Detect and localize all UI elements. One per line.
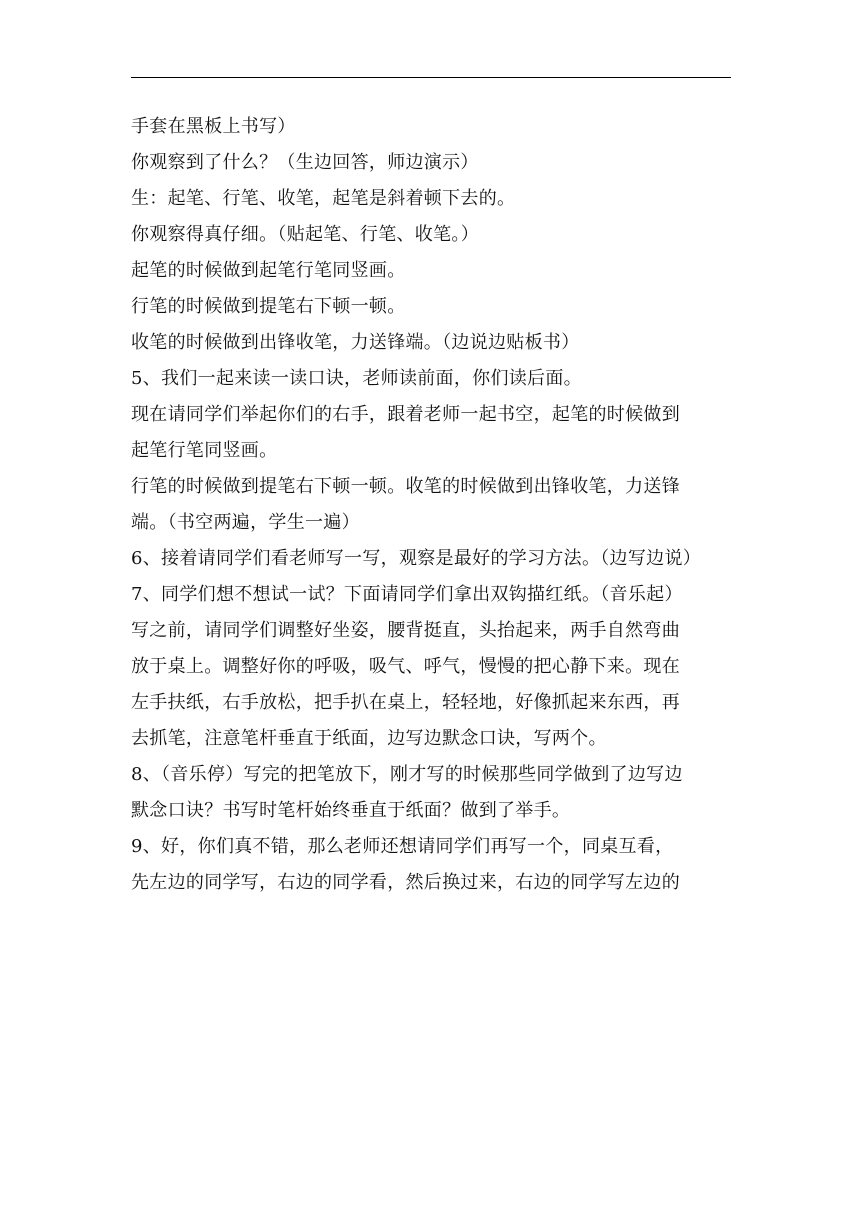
text-line: 默念口诀？书写时笔杆始终垂直于纸面？做到了举手。 [131, 800, 571, 821]
text-line: 5、我们一起来读一读口诀，老师读前面，你们读后面。 [131, 368, 582, 389]
text-line: 6、接着请同学们看老师写一写，观察是最好的学习方法。（边写边说） [131, 548, 702, 569]
text-line: 9、好，你们真不错，那么老师还想请同学们再写一个，同桌互看， [131, 836, 674, 857]
text-line: 生：起笔、行笔、收笔，起笔是斜着顿下去的。 [131, 188, 516, 209]
text-line: 行笔的时候做到提笔右下顿一顿。 [131, 296, 406, 317]
text-line: 你观察得真仔细。（贴起笔、行笔、收笔。） [131, 224, 479, 245]
document-body [131, 109, 731, 901]
header-rule [131, 77, 731, 78]
text-line: 左手扶纸，右手放松，把手扒在桌上，轻轻地，好像抓起来东西，再 [131, 692, 680, 713]
text-line: 8、（音乐停）写完的把笔放下，刚才写的时候那些同学做到了边写边 [131, 764, 683, 785]
text-line: 先左边的同学写，右边的同学看，然后换过来，右边的同学写左边的 [131, 872, 680, 893]
text-line: 手套在黑板上书写） [131, 116, 296, 137]
text-line: 你观察到了什么？（生边回答，师边演示） [131, 152, 479, 173]
text-line: 起笔的时候做到起笔行笔同竖画。 [131, 260, 406, 281]
text-line: 收笔的时候做到出锋收笔，力送锋端。（边说边贴板书） [131, 332, 580, 353]
text-line: 现在请同学们举起你们的右手，跟着老师一起书空，起笔的时候做到 [131, 404, 680, 425]
text-line: 端。（书空两遍，学生一遍） [131, 512, 360, 533]
text-line: 行笔的时候做到提笔右下顿一顿。收笔的时候做到出锋收笔，力送锋 [131, 476, 680, 497]
text-line: 写之前，请同学们调整好坐姿，腰背挺直，头抬起来，两手自然弯曲 [131, 620, 680, 641]
text-line: 去抓笔，注意笔杆垂直于纸面，边写边默念口诀，写两个。 [131, 728, 607, 749]
text-line: 7、同学们想不想试一试？下面请同学们拿出双钩描红纸。（音乐起） [131, 584, 683, 605]
text-line: 起笔行笔同竖画。 [131, 440, 278, 461]
text-line: 放于桌上。调整好你的呼吸，吸气、呼气，慢慢的把心静下来。现在 [131, 656, 680, 677]
